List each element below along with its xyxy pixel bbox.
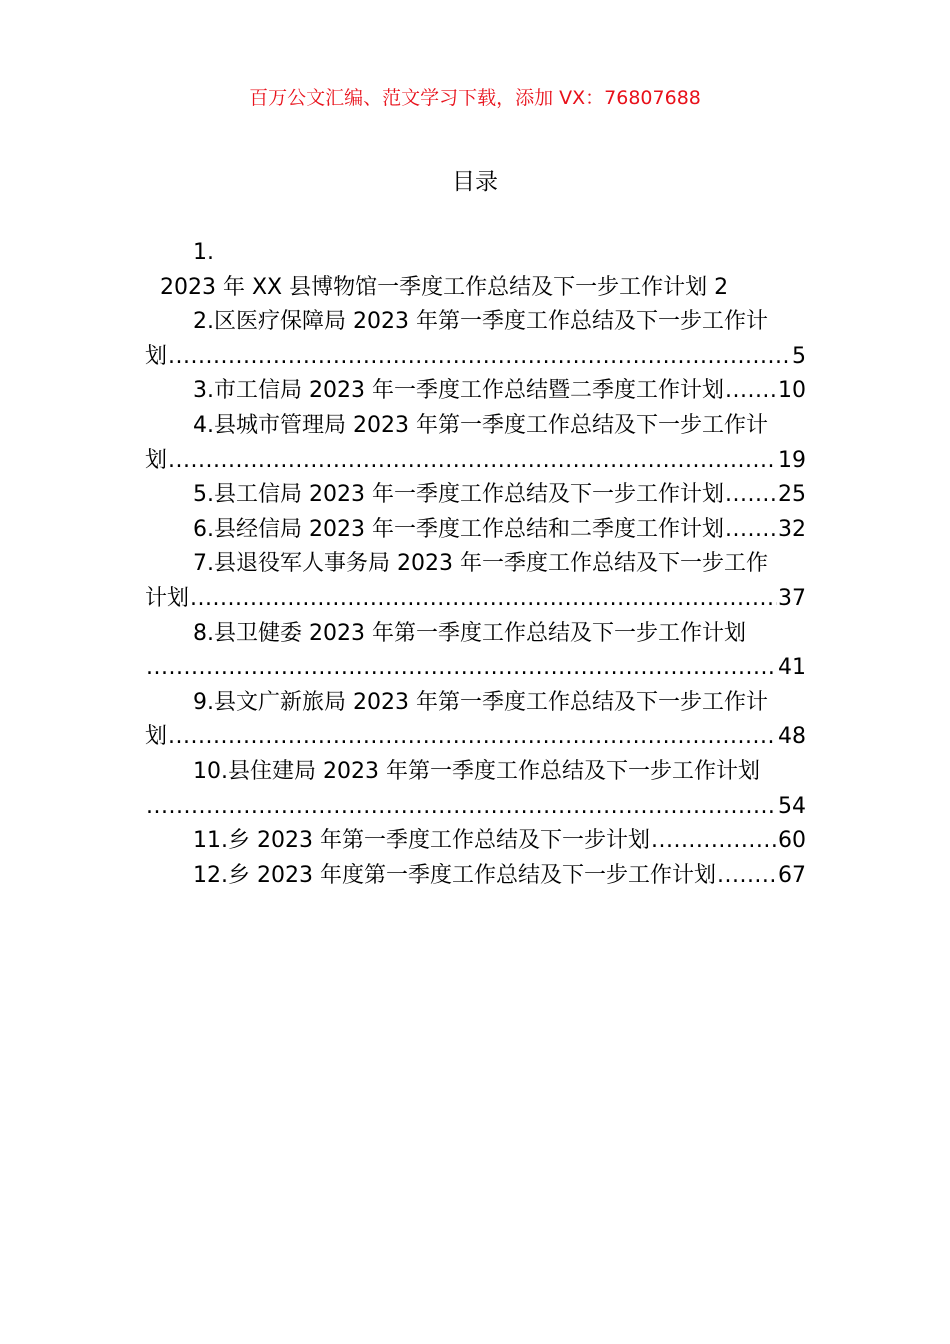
toc-title: 目录: [452, 169, 498, 195]
dot-leader: [725, 374, 777, 409]
toc-entry-text: 5.县工信局 2023 年一季度工作总结及下一步工作计划: [193, 482, 724, 508]
toc-entry-1-line1[interactable]: [145, 236, 806, 271]
toc-page-number: 25: [778, 482, 806, 508]
toc-entry-text: 划: [145, 724, 168, 750]
toc-entry-6[interactable]: [145, 513, 806, 548]
dot-leader: [725, 513, 777, 548]
toc-entry-text: 12.乡 2023 年度第一季度工作总结及下一步工作计划: [193, 862, 716, 888]
toc-page-number: 32: [778, 516, 806, 542]
toc-page-number: 60: [778, 828, 806, 854]
header-banner: 百万公文汇编、范文学习下载，添加 VX：76807688: [249, 87, 701, 109]
toc-page-number: 54: [778, 793, 806, 819]
toc-entry-3[interactable]: [145, 374, 806, 409]
toc-entry-7-line1[interactable]: [145, 547, 806, 582]
toc-entry-text: 2023 年 XX 县博物馆一季度工作总结及下一步工作计划 2: [160, 274, 729, 300]
toc-entry-text: 1.: [193, 240, 214, 265]
toc-page-number: 5: [792, 343, 806, 369]
toc-entry-8-line2[interactable]: [145, 651, 806, 686]
toc-entry-5[interactable]: [145, 478, 806, 513]
toc-entry-7-line2[interactable]: [145, 582, 806, 617]
toc-entry-2-line2[interactable]: [145, 340, 806, 375]
toc-entry-text: 4.县城市管理局 2023 年第一季度工作总结及下一步工作计: [193, 412, 768, 438]
toc-entry-text: 7.县退役军人事务局 2023 年一季度工作总结及下一步工作: [193, 551, 768, 577]
toc-page-number: 19: [778, 447, 806, 473]
toc-entry-10-line2[interactable]: [145, 790, 806, 825]
toc-entry-text: 划: [145, 447, 168, 473]
dot-leader: [168, 444, 777, 479]
toc-entry-11[interactable]: [145, 824, 806, 859]
dot-leader: [725, 478, 777, 513]
toc-entry-text: 3.市工信局 2023 年一季度工作总结暨二季度工作计划: [193, 378, 724, 404]
dot-leader: [168, 720, 777, 755]
toc-entry-text: 11.乡 2023 年第一季度工作总结及下一步计划: [193, 828, 650, 854]
dot-leader: [146, 790, 777, 825]
toc-page-number: 41: [778, 655, 806, 681]
toc-entry-10-line1[interactable]: [145, 755, 806, 790]
toc-entry-text: 划: [145, 343, 168, 369]
toc-entry-9-line1[interactable]: [145, 686, 806, 721]
dot-leader: [651, 824, 777, 859]
toc-entry-4-line1[interactable]: [145, 409, 806, 444]
toc-entry-text: 2.区医疗保障局 2023 年第一季度工作总结及下一步工作计: [193, 309, 768, 335]
toc-page-number: 48: [778, 724, 806, 750]
toc-entry-2-line1[interactable]: [145, 305, 806, 340]
toc-entry-1-line2[interactable]: [145, 271, 806, 306]
toc-entry-text: 计划: [145, 585, 190, 611]
table-of-contents: [145, 236, 806, 893]
dot-leader: [717, 859, 777, 894]
toc-entry-4-line2[interactable]: [145, 444, 806, 479]
toc-entry-12[interactable]: [145, 859, 806, 894]
toc-page-number: 10: [778, 378, 806, 404]
dot-leader: [146, 651, 777, 686]
toc-entry-9-line2[interactable]: [145, 720, 806, 755]
dot-leader: [190, 582, 777, 617]
toc-entry-text: 9.县文广新旅局 2023 年第一季度工作总结及下一步工作计: [193, 689, 768, 715]
dot-leader: [168, 340, 791, 375]
toc-page-number: 67: [778, 862, 806, 888]
toc-entry-text: 10.县住建局 2023 年第一季度工作总结及下一步工作计划: [193, 758, 760, 784]
toc-page-number: 37: [778, 585, 806, 611]
toc-entry-text: 8.县卫健委 2023 年第一季度工作总结及下一步工作计划: [193, 620, 746, 646]
toc-entry-text: 6.县经信局 2023 年一季度工作总结和二季度工作计划: [193, 516, 724, 542]
toc-entry-8-line1[interactable]: [145, 617, 806, 652]
